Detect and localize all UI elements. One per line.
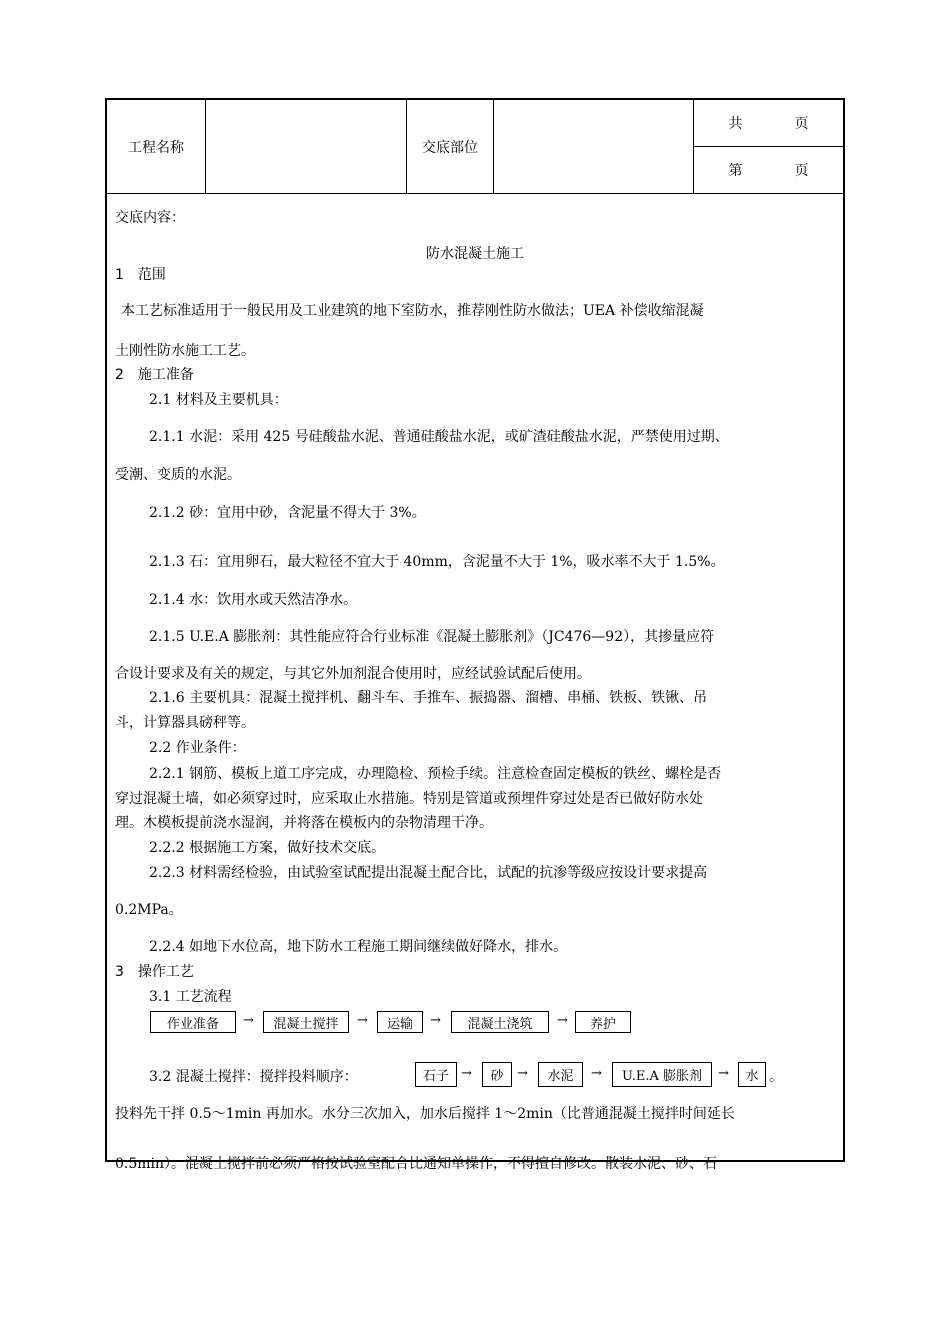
section-2-1-6a: 2.1.6 主要机具：混凝土搅拌机、翻斗车、手推车、振捣器、溜槽、串桶、铁板、铁锹、吊 <box>149 690 708 706</box>
paragraph-mixing-2: 0.5min）。混凝土搅拌前必须严格按试验室配合比通知单操作，不得擅自修改。散装水泥、砂、石 <box>115 1156 718 1172</box>
project-name-value <box>206 100 407 193</box>
section-2-1-1b: 受潮、变质的水泥。 <box>115 467 241 483</box>
page-number-right: 页 <box>794 162 809 179</box>
flow-arrow: → <box>430 1013 441 1028</box>
flow-arrow: → <box>718 1066 729 1081</box>
order-cement-label: 水泥 <box>547 1069 574 1084</box>
flow-step-transport <box>377 1011 423 1033</box>
order-expansion-agent <box>612 1062 712 1087</box>
location-label-text: 交底部位 <box>422 139 478 156</box>
section-2-1-6b: 斗，计算器具磅秤等。 <box>115 715 255 731</box>
flow-step-pouring <box>451 1011 549 1033</box>
flow-step-curing-label: 养护 <box>589 1016 616 1032</box>
section-2-1-3: 2.1.3 石：宜用卵石，最大粒径不宜大于 40mm，含泥量不大于 1%，吸水率不大于 1.5%。 <box>149 554 725 570</box>
flow-arrow: → <box>357 1013 368 1028</box>
section-3-1: 3.1 工艺流程 <box>149 989 232 1005</box>
flow-arrow: → <box>517 1066 528 1081</box>
total-pages-right: 页 <box>794 116 809 132</box>
section-1-heading: 1 范围 <box>115 267 166 283</box>
section-2-1-4: 2.1.4 水：饮用水或天然洁净水。 <box>149 592 358 608</box>
page-number <box>694 147 843 193</box>
total-pages <box>694 101 843 147</box>
document-page <box>105 98 845 1172</box>
paragraph-scope-1: 本工艺标准适用于一般民用及工业建筑的地下室防水，推荐刚性防水做法；UEA 补偿收缩混凝 <box>121 303 704 319</box>
flow-step-prep <box>150 1011 236 1033</box>
order-stone <box>415 1062 457 1087</box>
header-table <box>107 100 843 194</box>
flow-arrow: → <box>461 1066 472 1081</box>
section-2-2-1c: 理。木模板提前浇水湿润，并将落在模板内的杂物清理干净。 <box>115 815 493 831</box>
project-name-label-text: 工程名称 <box>128 139 184 156</box>
order-stone-label: 石子 <box>422 1069 449 1084</box>
paragraph-mixing-1: 投料先干拌 0.5～1min 再加水。水分三次加入，加水后搅拌 1～2min（比普通混凝土搅拌时间延长 <box>115 1106 735 1122</box>
section-2-2-4: 2.2.4 如地下水位高，地下防水工程施工期间继续做好降水，排水。 <box>149 939 568 955</box>
section-2-1-1a: 2.1.1 水泥：采用 425 号硅酸盐水泥、普通硅酸盐水泥，或矿渣硅酸盐水泥，严禁使用过期、 <box>149 429 729 445</box>
total-pages-left: 共 <box>728 116 743 132</box>
section-2-1-5a: 2.1.5 U.E.A 膨胀剂：其性能应符合行业标准《混凝土膨胀剂》（JC476—92），其掺量应符 <box>149 629 715 645</box>
flow-step-mixing <box>263 1011 349 1033</box>
order-water-label: 水 <box>745 1069 759 1084</box>
flow-arrow: → <box>557 1013 568 1028</box>
content-label: 交底内容： <box>115 210 185 226</box>
page-count-cell <box>694 100 843 193</box>
order-water <box>738 1062 766 1087</box>
order-sand <box>482 1062 512 1087</box>
section-2-2-3b: 0.2MPa。 <box>115 902 183 918</box>
document-title: 防水混凝土施工 <box>426 246 524 262</box>
section-3-heading: 3 操作工艺 <box>115 964 194 980</box>
section-2-1: 2.1 材料及主要机具： <box>149 392 288 408</box>
order-cement <box>538 1062 583 1087</box>
section-2-2-3a: 2.2.3 材料需经检验，由试验室试配提出混凝土配合比，试配的抗渗等级应按设计要求提高 <box>149 865 708 881</box>
section-2-heading: 2 施工准备 <box>115 367 194 383</box>
flow-step-curing <box>575 1011 631 1033</box>
section-3-2-end: 。 <box>769 1069 783 1085</box>
order-expansion-agent-label: U.E.A 膨胀剂 <box>621 1069 703 1084</box>
section-3-2: 3.2 混凝土搅拌：搅拌投料顺序： <box>149 1069 358 1085</box>
location-label <box>407 100 494 193</box>
section-2-1-2: 2.1.2 砂：宜用中砂，含泥量不得大于 3%。 <box>149 505 426 521</box>
flow-arrow: → <box>591 1066 602 1081</box>
location-value <box>494 100 694 193</box>
flow-step-pouring-label: 混凝土浇筑 <box>467 1016 533 1032</box>
project-name-label <box>107 100 206 193</box>
section-2-2: 2.2 作业条件： <box>149 740 246 756</box>
page-number-left: 第 <box>728 162 743 179</box>
order-sand-label: 砂 <box>490 1069 504 1084</box>
flow-step-prep-label: 作业准备 <box>166 1016 219 1032</box>
flow-step-transport-label: 运输 <box>386 1016 413 1032</box>
flow-arrow: → <box>243 1013 254 1028</box>
section-2-2-1a: 2.2.1 钢筋、模板上道工序完成，办理隐检、预检手续。注意检查固定模板的铁丝、螺栓是否 <box>149 766 722 782</box>
section-2-2-1b: 穿过混凝土墙，如必须穿过时，应采取止水措施。特别是管道或预埋件穿过处是否已做好防水处 <box>115 791 703 807</box>
section-2-2-2: 2.2.2 根据施工方案，做好技术交底。 <box>149 840 386 856</box>
paragraph-scope-2: 土刚性防水施工工艺。 <box>115 343 255 359</box>
flow-step-mixing-label: 混凝土搅拌 <box>273 1016 339 1032</box>
section-2-1-5b: 合设计要求及有关的规定，与其它外加剂混合使用时，应经试验试配后使用。 <box>115 666 591 682</box>
